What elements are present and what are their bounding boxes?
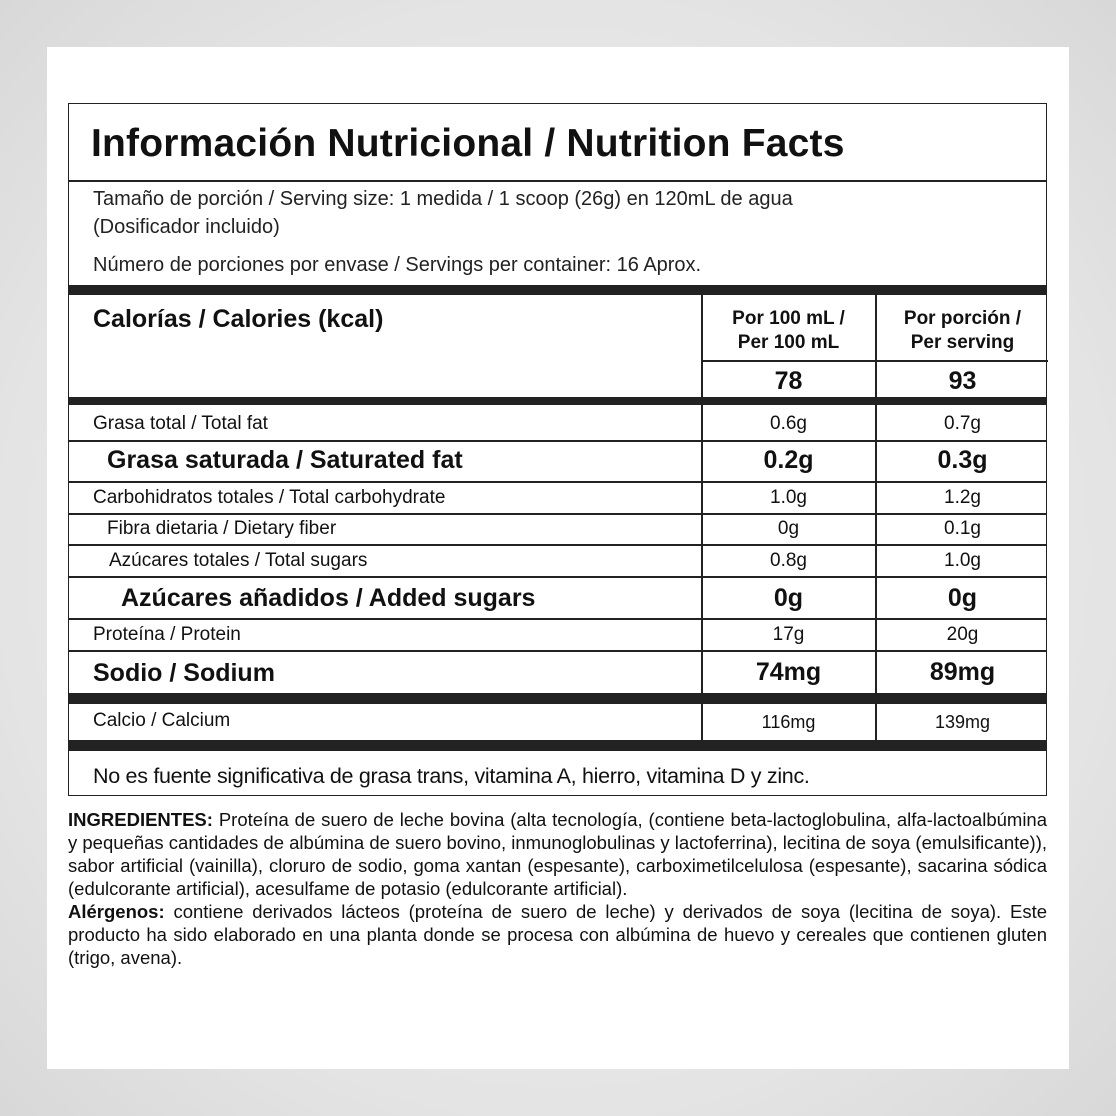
nutrient-per100: 0.6g [770,413,807,434]
divider [701,360,1048,362]
nutrient-serving: 139mg [934,712,991,732]
ingredients-section [68,808,1047,969]
servings-per-container: Número de porciones por envase / Servings per container: 16 Aprox. [93,254,702,276]
nutrition-facts-panel [68,103,1047,796]
nutrient-serving: 1.2g [944,487,981,508]
nutrient-label: Calcio / Calcium [93,710,231,731]
serving-size-text: Tamaño de porción / Serving size: 1 medida / 1 scoop (26g) en 120mL de agua [93,188,793,210]
allergens-paragraph [68,900,1047,969]
col2-header-line: Per serving [910,332,1015,353]
nutrient-serving: 0.3g [937,446,988,474]
thick-divider [69,397,1046,405]
nutrient-label: Sodio / Sodium [93,659,275,687]
divider [69,618,1046,620]
nutrient-label: Fibra dietaria / Dietary fiber [107,518,337,539]
nutrient-label: Grasa total / Total fat [93,413,268,434]
allergens-label: Alérgenos: [68,901,165,922]
thick-divider [69,285,1046,295]
ingredients-paragraph [68,808,1047,900]
page-title: Información Nutricional / Nutrition Facts [91,122,845,165]
nutrient-label: Grasa saturada / Saturated fat [107,446,463,474]
divider [69,481,1046,483]
divider [69,544,1046,546]
serving-size-note: (Dosificador incluido) [93,216,280,238]
col1-header [702,307,875,355]
nutrient-label: Azúcares totales / Total sugars [109,550,368,571]
divider [69,650,1046,652]
allergens-text: contiene derivados lácteos (proteína de suero de leche) y derivados de soya (lecitina de soya). Este producto ha sido elaborado en una planta donde se procesa con albúmina de huevo y cereales que contienen gluten (trigo, avena). [68,901,1047,968]
col2-header-line: Por porción / [903,308,1022,329]
nutrient-serving: 89mg [929,658,996,686]
nutrient-per100: 116mg [761,712,816,732]
nutrient-label: Proteína / Protein [93,624,241,645]
divider [69,576,1046,578]
ingredients-text: Proteína de suero de leche bovina (alta tecnología, (contiene beta-lactoglobulina, alfa-lactoalbúmina y pequeñas cantidades de albúmina de suero bovino, inmunoglobulinas y lactoferrina), lecitina de soya (emulsificante)), sabor artificial (vainilla), cloruro de sodio, goma xantan (espesante), carboximetilcelulosa (espesante), sacarina sódica (edulcorante artificial), acesulfame de potasio (edulcorante artificial). [68,809,1048,899]
nutrient-serving: 0.1g [944,518,981,539]
nutrient-serving: 0.7g [944,413,981,434]
nutrient-per100: 74mg [755,658,822,686]
nutrient-per100: 0g [773,584,804,612]
divider [69,180,1046,182]
nutrient-per100: 17g [772,624,805,645]
nutrient-per100: 0g [777,518,800,539]
ingredients-label: INGREDIENTES: [68,809,213,830]
footnote: No es fuente significativa de grasa trans, vitamina A, hierro, vitamina D y zinc. [93,764,810,788]
calories-label: Calorías / Calories (kcal) [93,305,384,333]
calories-per100: 78 [774,367,803,395]
nutrient-serving: 0g [947,584,978,612]
thick-divider [69,693,1046,704]
divider [69,440,1046,442]
nutrient-serving: 20g [946,624,979,645]
col2-header [877,307,1048,355]
nutrient-serving: 1.0g [944,550,981,571]
nutrient-per100: 1.0g [770,487,807,508]
nutrient-label: Carbohidratos totales / Total carbohydrate [93,487,446,508]
nutrient-label: Azúcares añadidos / Added sugars [121,584,536,612]
thick-divider [69,740,1046,751]
nutrient-per100: 0.8g [770,550,807,571]
col1-header-line: Per 100 mL [737,332,840,353]
col1-header-line: Por 100 mL / [732,308,845,329]
nutrient-per100: 0.2g [763,446,814,474]
calories-perserving: 93 [948,367,977,395]
divider [69,513,1046,515]
